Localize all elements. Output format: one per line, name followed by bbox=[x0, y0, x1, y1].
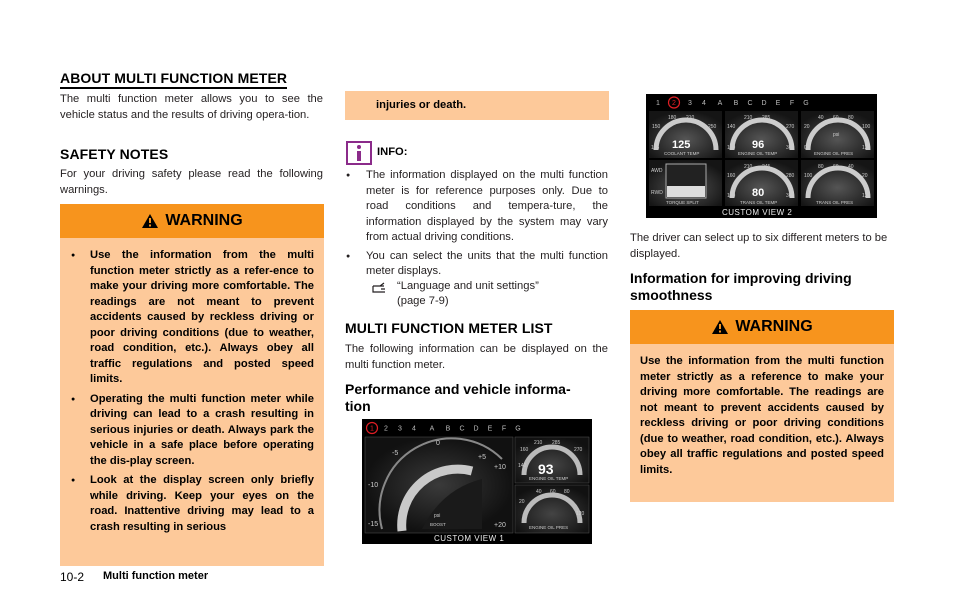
warning-icon bbox=[711, 319, 729, 335]
trans-oil-pres-gauge bbox=[801, 160, 874, 206]
oil-temp-gauge bbox=[515, 437, 589, 483]
reference-link[interactable]: “Language and unit settings” bbox=[397, 280, 539, 292]
custom-view-2-screen bbox=[646, 94, 877, 218]
tab[interactable]: 2 bbox=[672, 100, 676, 107]
meter-tick: 125 bbox=[651, 145, 660, 151]
screen-caption: The driver can select up to six different meters to be displayed. bbox=[630, 232, 888, 260]
meter-unit: psi bbox=[833, 132, 840, 138]
meter-tick: 60 bbox=[833, 115, 839, 121]
meter-tick: 140 bbox=[727, 193, 736, 199]
trans-oil-temp-gauge bbox=[725, 160, 798, 206]
meter-value: 80 bbox=[752, 187, 765, 199]
tab[interactable]: D bbox=[473, 425, 479, 433]
tab[interactable]: E bbox=[775, 100, 781, 107]
pres-tick: 40 bbox=[536, 489, 542, 495]
pres-tick: 120 bbox=[576, 511, 585, 517]
temp-tick: 285 bbox=[552, 440, 561, 446]
engine-oil-temp-gauge bbox=[725, 111, 798, 158]
boost-unit: psi bbox=[434, 513, 441, 519]
meter-label: TRANS OIL PRES bbox=[816, 200, 854, 205]
meter-tick: 160 bbox=[727, 145, 736, 151]
boost-tick: +10 bbox=[494, 464, 506, 471]
meter-tick: 300 bbox=[786, 145, 795, 151]
tab-row bbox=[367, 423, 521, 434]
meter-tick: 270 bbox=[786, 124, 795, 130]
tab[interactable]: E bbox=[487, 425, 493, 433]
pres-tick: 60 bbox=[550, 489, 556, 495]
tab[interactable]: A bbox=[429, 425, 435, 433]
meter-tick: 20 bbox=[862, 173, 868, 179]
warning-text: Use the information from the multi function meter strictly as a reference to make your driving more comfortable. The readings are not meant to prevent accidents caused by reckless driving or poor driving conditions (due to weather, road condition, etc.). Always obey all traffic regulations and posted speed limits. bbox=[640, 355, 884, 476]
meter-tick: 20 bbox=[804, 124, 810, 130]
tab[interactable]: F bbox=[501, 425, 507, 433]
tab[interactable]: 3 bbox=[688, 100, 692, 107]
pres-tick: 80 bbox=[564, 489, 570, 495]
meter-tick: 280 bbox=[786, 173, 795, 179]
warning-continued-text: injuries or death. bbox=[376, 99, 467, 111]
list-text: The following information can be displayed on the multi function meter. bbox=[345, 343, 608, 371]
boost-gauge bbox=[365, 437, 513, 533]
meter-tick: 100 bbox=[862, 124, 871, 130]
meter-tick: 140 bbox=[727, 124, 736, 130]
tab-row bbox=[656, 97, 809, 108]
tab[interactable]: 1 bbox=[656, 100, 660, 107]
info-label: INFO: bbox=[377, 146, 408, 158]
oil-temp-value: 93 bbox=[538, 461, 554, 477]
warning-header bbox=[60, 204, 324, 238]
pres-tick: 20 bbox=[519, 499, 525, 505]
warning-item: ● Use the information from the multi function meter strictly as a refer-ence to make your driving more comfortable. The readings are not meant to prevent accidents caused by reckless driving or poor driving conditions (due to weather, road condition, etc.). Always obey all traffic regulations and posted speed limits. bbox=[68, 248, 314, 388]
meter-tick: 150 bbox=[652, 124, 661, 130]
page-number: 10-2 bbox=[60, 570, 85, 584]
meter-tick: 210 bbox=[744, 115, 753, 121]
meter-tick: 0 bbox=[804, 145, 807, 151]
tab[interactable]: F bbox=[789, 100, 795, 107]
coolant-temp-gauge bbox=[649, 111, 722, 158]
reference-hand-icon bbox=[371, 280, 393, 301]
meter-tick: 250 bbox=[708, 124, 717, 130]
tab[interactable]: 4 bbox=[412, 425, 416, 433]
boost-tick: +20 bbox=[494, 522, 506, 529]
tab[interactable]: G bbox=[515, 425, 521, 433]
meter-tick: 60 bbox=[833, 164, 839, 170]
info-list bbox=[345, 168, 608, 283]
boost-tick: -5 bbox=[392, 450, 399, 457]
improve-title: Information for improving driving smoothness bbox=[630, 270, 852, 303]
boost-tick: -15 bbox=[368, 521, 379, 528]
warning-box bbox=[60, 204, 324, 566]
meter-tick: 245 bbox=[762, 164, 771, 170]
meter-tick: 300 bbox=[786, 193, 795, 199]
meter-tick: 180 bbox=[668, 115, 677, 121]
warning-label: WARNING bbox=[165, 212, 243, 229]
meter-label: TRANS OIL TEMP bbox=[740, 200, 778, 205]
boost-label: BOOST bbox=[430, 522, 446, 527]
tab[interactable]: 4 bbox=[702, 100, 706, 107]
meter-value: 125 bbox=[672, 139, 691, 151]
temp-tick: 160 bbox=[520, 447, 529, 453]
oil-pres-label: ENGINE OIL PRES bbox=[529, 525, 569, 530]
intro-text: The multi function meter allows you to see the vehicle status and the results of driving opera-tion. bbox=[60, 93, 323, 121]
warning-continued-box bbox=[345, 91, 609, 120]
temp-tick: 140 bbox=[518, 463, 527, 469]
torque-split-gauge bbox=[649, 160, 722, 206]
tab[interactable]: G bbox=[803, 100, 809, 107]
reference-page: (page 7-9) bbox=[397, 295, 449, 307]
tab[interactable]: 3 bbox=[398, 425, 402, 433]
info-icon bbox=[346, 141, 372, 170]
meter-value: 96 bbox=[752, 139, 765, 151]
tab[interactable]: C bbox=[459, 425, 465, 433]
boost-tick: 0 bbox=[436, 440, 440, 447]
meter-tick: 285 bbox=[762, 115, 771, 121]
boost-tick: -10 bbox=[368, 482, 379, 489]
temp-tick: 270 bbox=[574, 447, 583, 453]
meter-tick: 40 bbox=[818, 115, 824, 121]
tab[interactable]: 1 bbox=[370, 425, 374, 433]
custom-view-1-screen bbox=[362, 419, 592, 544]
meter-tick: 80 bbox=[848, 115, 854, 121]
perf-title: Performance and vehicle informa-tion bbox=[345, 381, 571, 414]
meter-tick: 160 bbox=[727, 173, 736, 179]
meter-tick: 210 bbox=[686, 115, 695, 121]
meter-label: TORQUE SPLIT bbox=[666, 200, 699, 205]
engine-oil-pres-gauge bbox=[801, 111, 874, 158]
meter-label: ENGINE OIL PRES bbox=[814, 151, 854, 156]
temp-tick: 210 bbox=[534, 440, 543, 446]
list-title: MULTI FUNCTION METER LIST bbox=[345, 320, 553, 336]
warning-header bbox=[630, 310, 894, 344]
meter-label: ENGINE OIL TEMP bbox=[738, 151, 778, 156]
boost-tick: +5 bbox=[478, 454, 486, 461]
info-item: ● The information displayed on the multi function meter is for reference purposes only. Due to road conditions and tempera-ture, the information displayed by the system may vary from actual driving conditions. bbox=[345, 168, 608, 246]
tab[interactable]: C bbox=[747, 100, 753, 107]
meter-label: COOLANT TEMP bbox=[664, 151, 700, 156]
meter-tick: 40 bbox=[848, 164, 854, 170]
oil-pres-gauge bbox=[515, 485, 589, 533]
meter-tick: 80 bbox=[818, 164, 824, 170]
section-title: ABOUT MULTI FUNCTION METER bbox=[60, 70, 287, 89]
warning-item: ● Look at the display screen only briefly while driving. Keep your eyes on the road. Inattentive driving may lead to a crash resulting in serious bbox=[68, 473, 314, 535]
tab[interactable]: 2 bbox=[384, 425, 388, 433]
custom-view-label: CUSTOM VIEW 2 bbox=[722, 208, 793, 217]
meter-tick: 120 bbox=[862, 193, 871, 199]
warning-box-right bbox=[630, 310, 894, 502]
warning-label: WARNING bbox=[735, 318, 813, 335]
tab[interactable]: D bbox=[761, 100, 767, 107]
meter-tick: RWD bbox=[651, 190, 663, 196]
custom-view-label: CUSTOM VIEW 1 bbox=[434, 534, 505, 543]
safety-text: For your driving safety please read the following warnings. bbox=[60, 168, 323, 196]
meter-tick: AWD bbox=[651, 168, 663, 174]
meter-tick: 210 bbox=[744, 164, 753, 170]
warning-icon bbox=[141, 213, 159, 229]
footer-section: Multi function meter bbox=[103, 570, 209, 582]
safety-title: SAFETY NOTES bbox=[60, 146, 169, 162]
tab[interactable]: B bbox=[733, 100, 739, 107]
warning-list bbox=[60, 238, 324, 535]
oil-temp-label: ENGINE OIL TEMP bbox=[529, 476, 569, 481]
warning-item: ● Operating the multi function meter while driving can lead to a crash resulting in serious injuries or death. Always park the vehicle in a safe place before operating the dis-play screen. bbox=[68, 392, 314, 470]
meter-tick: 120 bbox=[862, 145, 871, 151]
tab[interactable]: B bbox=[445, 425, 451, 433]
meter-tick: 100 bbox=[804, 173, 813, 179]
tab[interactable]: A bbox=[717, 100, 723, 107]
info-item: ● You can select the units that the multi function meter displays. bbox=[345, 249, 608, 280]
